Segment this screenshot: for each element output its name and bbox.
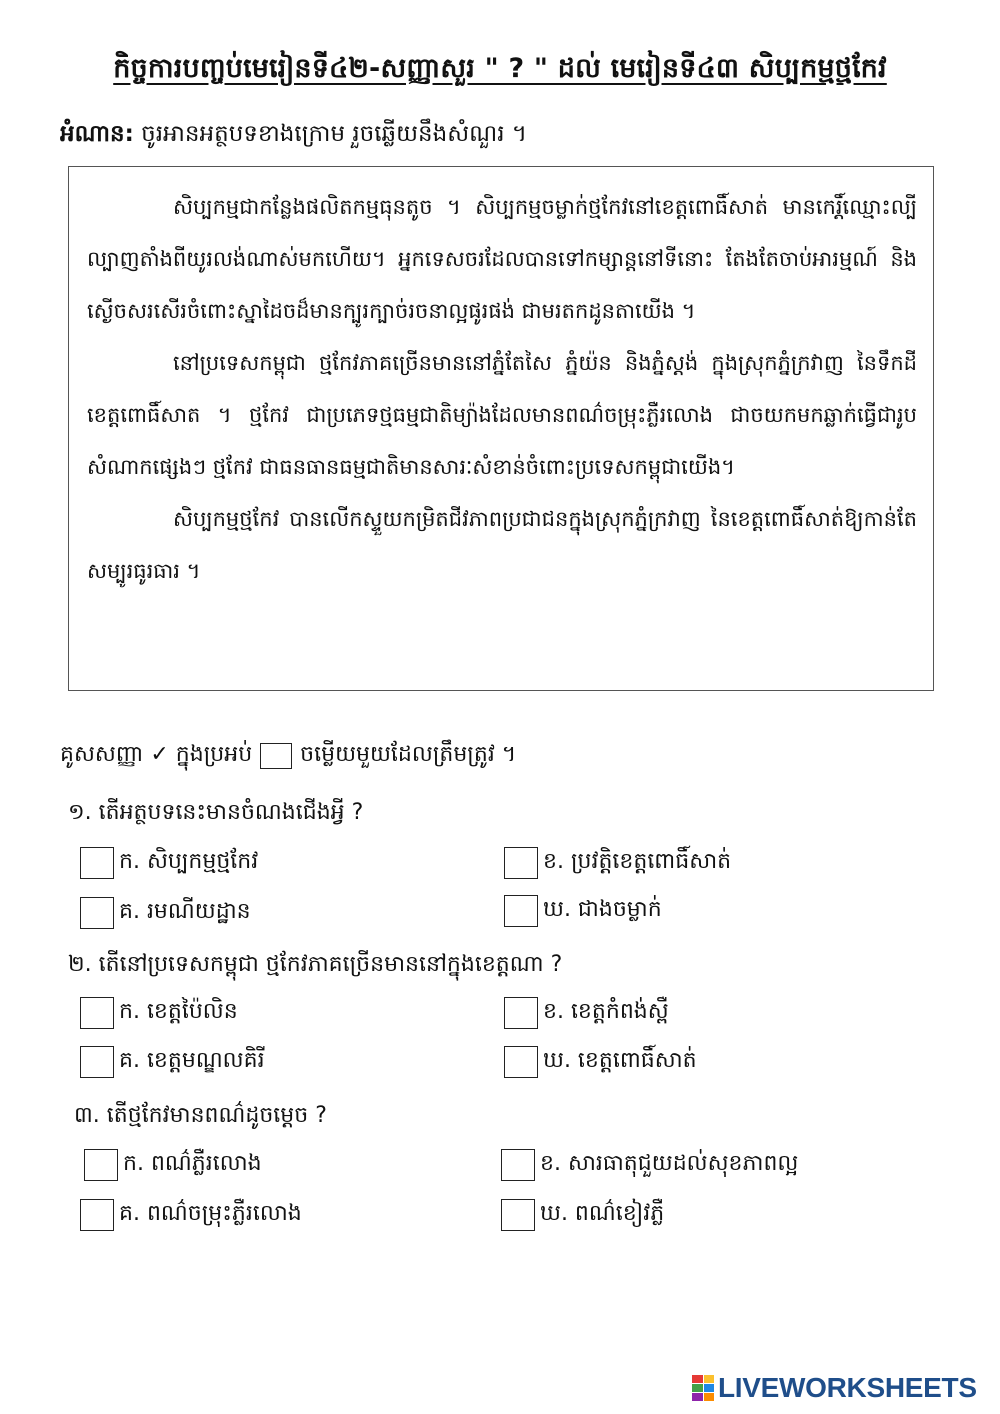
q1-option-d-label: ឃ. ជាងចម្លាក់ bbox=[543, 897, 662, 922]
tick-instruction bbox=[60, 740, 516, 772]
q3-option-d-label: ឃ. ពណ៌ខៀវភ្លឺ bbox=[540, 1201, 665, 1226]
question-1: ១. តើអត្ថបទនេះមានចំណងជើងអ្វី ? bbox=[68, 800, 364, 825]
q2-option-d-checkbox[interactable] bbox=[504, 1046, 538, 1078]
example-checkbox bbox=[260, 743, 292, 769]
q3-option-c-label: គ. ពណ៌ចម្រុះភ្លឺរលោង bbox=[119, 1201, 302, 1226]
q2-option-b[interactable] bbox=[504, 997, 669, 1029]
q1-option-c-label: គ. រមណីយដ្ឋាន bbox=[119, 899, 251, 924]
tick-instruction-after: ចម្លើយមួយដែលត្រឹមត្រូវ ។ bbox=[300, 742, 517, 767]
q1-option-c[interactable] bbox=[80, 897, 251, 929]
q1-option-a-checkbox[interactable] bbox=[80, 847, 114, 879]
q3-option-b-checkbox[interactable] bbox=[501, 1149, 535, 1181]
q1-option-d[interactable] bbox=[504, 895, 662, 927]
q2-option-c-checkbox[interactable] bbox=[80, 1046, 114, 1078]
q3-option-a[interactable] bbox=[84, 1149, 262, 1181]
liveworksheets-logo-icon bbox=[692, 1375, 714, 1401]
question-2: ២. តើនៅប្រទេសកម្ពុជា ថ្មកែវភាគច្រើនមាននៅក្នុងខេត្តណា ? bbox=[68, 952, 563, 977]
q2-option-a-checkbox[interactable] bbox=[80, 997, 114, 1029]
liveworksheets-logo-text: LIVEWORKSHEETS bbox=[718, 1372, 977, 1403]
tick-instruction-before: គូសសញ្ញា ✓ ក្នុងប្រអប់ bbox=[60, 742, 253, 767]
q1-option-b[interactable] bbox=[504, 847, 731, 879]
q3-option-c[interactable] bbox=[80, 1199, 302, 1231]
reading-instruction bbox=[60, 120, 527, 153]
question-3: ៣. តើថ្មកែវមានពណ៌ដូចម្តេច ? bbox=[74, 1103, 327, 1128]
passage-paragraph-1: សិប្បកម្មជាកន្លែងផលិតកម្មធុនតូច ។ សិប្បកម្មចម្លាក់ថ្មកែវនៅខេត្តពោធិ៍សាត់ មានកេរ្តិ៍ឈ្មោះល្បីល្បាញតាំងពីយូរលង់ណាស់មកហើយ។ អ្នកទេសចរដែលបានទៅកម្សាន្តនៅទីនោះ តែងតែចាប់អារម្មណ៍ និងស្ងើចសរសើរចំពោះស្នាដៃចដ៏មានក្បូរក្បាច់រចនាល្អផូរផង់ ជាមរតកដូនតាយើង ។ bbox=[87, 195, 917, 323]
reading-passage bbox=[68, 166, 934, 691]
q2-option-a-label: ក. ខេត្តប៉ៃលិន bbox=[119, 999, 238, 1024]
q1-option-a[interactable] bbox=[80, 847, 258, 879]
q3-option-a-checkbox[interactable] bbox=[84, 1149, 118, 1181]
reading-instruction-text: ចូរអានអត្ថបទខាងក្រោម រួចឆ្លើយនឹងសំណួរ ។ bbox=[133, 121, 527, 147]
q2-option-c[interactable] bbox=[80, 1046, 265, 1078]
q2-option-a[interactable] bbox=[80, 997, 238, 1029]
q2-option-c-label: គ. ខេត្តមណ្ឌលគិរី bbox=[119, 1048, 265, 1073]
passage-paragraph-3: សិប្បកម្មថ្មកែវ បានលើកស្ទួយកម្រិតជីវភាពប្រជាជនក្នុងស្រុកភ្នំក្រវាញ នៃខេត្តពោធិ៍សាត់ឱ្យកាន់តែ សម្បូរធូរធារ ។ bbox=[87, 507, 917, 583]
passage-paragraph-2: នៅប្រទេសកម្ពុជា ថ្មកែវភាគច្រើនមាននៅភ្នំតែសៃ ភ្នំយ៉ន និងភ្នំស្តង់ ក្នុងស្រុកភ្នំក្រវាញ នៃទឹកដីខេត្តពោធិ៍សាត ។ ថ្មកែវ ជាប្រភេទថ្មធម្មជាតិម្យ៉ាងដែលមានពណ៌ចម្រុះភ្លឺរលោង ជាចយកមកឆ្លាក់ធ្វើជារូបសំណាកផ្សេងៗ ថ្មកែវ ជាធនធានធម្មជាតិមានសារៈសំខាន់ចំពោះប្រទេសកម្ពុជាយើង។ bbox=[87, 351, 917, 479]
q3-option-a-label: ក. ពណ៌ភ្លឺរលោង bbox=[123, 1151, 262, 1176]
q3-option-d-checkbox[interactable] bbox=[501, 1199, 535, 1231]
q2-option-b-label: ខ. ខេត្តកំពង់ស្ពឺ bbox=[543, 999, 669, 1024]
q2-option-d[interactable] bbox=[504, 1046, 697, 1078]
q2-option-d-label: ឃ. ខេត្តពោធិ៍សាត់ bbox=[543, 1048, 697, 1073]
worksheet-title: កិច្ចការបញ្ចប់មេរៀនទី៤២-សញ្ញាសួរ " ? " ដល់ មេរៀនទី៤៣ សិប្បកម្មថ្មកែវ bbox=[113, 53, 887, 84]
q1-option-d-checkbox[interactable] bbox=[504, 895, 538, 927]
reading-label: អំណាន: bbox=[60, 121, 134, 147]
q3-option-c-checkbox[interactable] bbox=[80, 1199, 114, 1231]
q3-option-b-label: ខ. សារធាតុជួយដល់សុខភាពល្អ bbox=[540, 1151, 799, 1176]
q1-option-c-checkbox[interactable] bbox=[80, 897, 114, 929]
q3-option-b[interactable] bbox=[501, 1149, 798, 1181]
q3-option-d[interactable] bbox=[501, 1199, 664, 1231]
liveworksheets-logo bbox=[692, 1372, 977, 1404]
q1-option-b-label: ខ. ប្រវត្តិខេត្តពោធិ៍សាត់ bbox=[543, 849, 732, 874]
q2-option-b-checkbox[interactable] bbox=[504, 997, 538, 1029]
q1-option-a-label: ក. សិប្បកម្មថ្មកែវ bbox=[119, 849, 259, 874]
q1-option-b-checkbox[interactable] bbox=[504, 847, 538, 879]
